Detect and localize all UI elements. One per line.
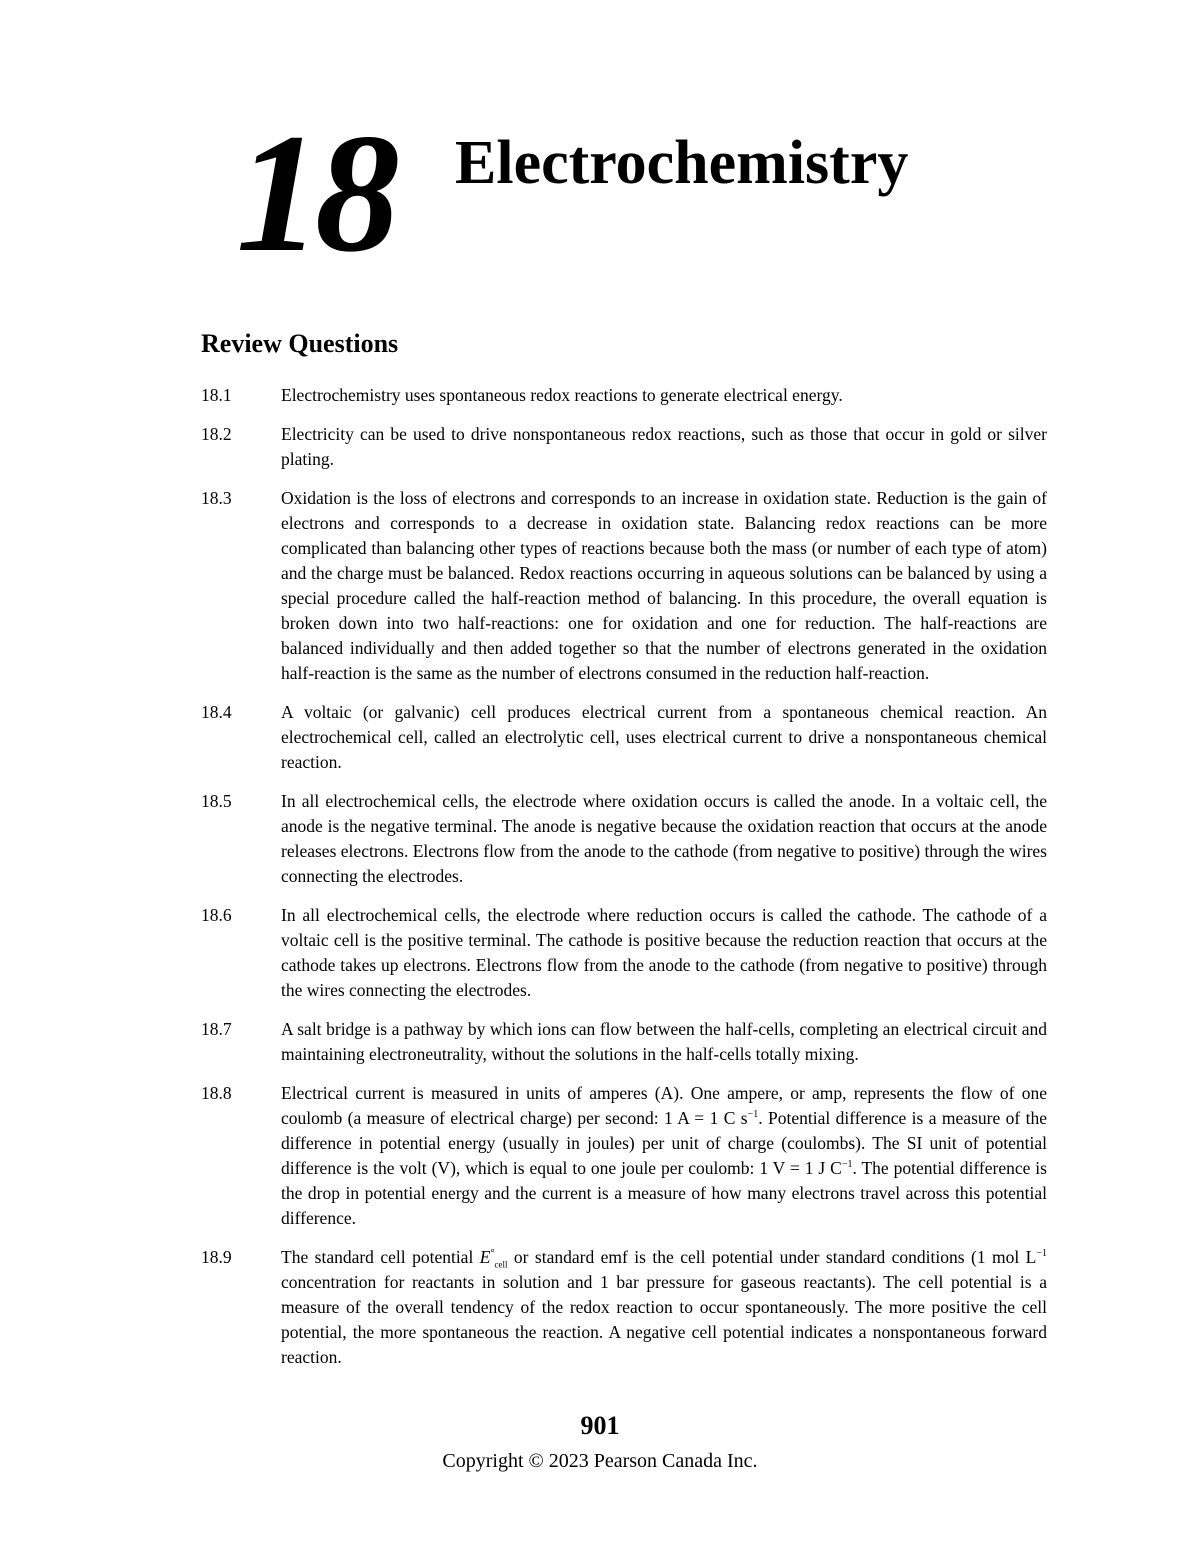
question-number: 18.9 — [201, 1247, 232, 1267]
superscript-exponent: −1 — [841, 1159, 853, 1171]
question-number: 18.5 — [201, 791, 232, 811]
question-number: 18.4 — [201, 702, 232, 722]
question-text-part: . Potential difference is a measure of the difference in potential energy (usually in joules) per unit of charge (coulombs). The SI unit of potential difference is the volt (V), which is equal to one joule per coulomb: 1 V = 1 J C — [281, 1108, 1047, 1178]
section-heading: Review Questions — [201, 329, 399, 358]
question-number: 18.8 — [201, 1083, 232, 1103]
question-item — [201, 1245, 1047, 1370]
question-text-part: . The potential difference is the drop in potential energy and the current is a measure of how many electrons travel across this potential difference. — [281, 1158, 1047, 1228]
question-text-part: or standard emf is the cell potential under standard conditions (1 mol L — [507, 1247, 1037, 1267]
chapter-number: 18 — [236, 99, 394, 287]
question-number: 18.1 — [201, 385, 232, 405]
question-number: 18.3 — [201, 488, 232, 508]
question-item — [201, 1017, 1047, 1067]
question-item — [201, 700, 1047, 775]
question-text: Oxidation is the loss of electrons and corresponds to an increase in oxidation state. Reduction is the gain of electrons and corresponds to a decrease in oxidation state. Balancing redox reactions can be more complicated than balancing other types of reactions because both the mass (or number of each type of atom) and the charge must be balanced. Redox reactions occurring in aqueous solutions can be balanced by using a special procedure called the half-reaction method of balancing. In this procedure, the overall equation is broken down into two half-reactions: one for oxidation and one for reduction. The half-reactions are balanced individually and then added together so that the number of electrons generated in the oxidation half-reaction is the same as the number of electrons consumed in the reduction half-reaction. — [281, 488, 1047, 683]
question-text: In all electrochemical cells, the electrode where oxidation occurs is called the anode. In a voltaic cell, the anode is the negative terminal. The anode is negative because the oxidation reaction that occurs at the anode releases electrons. Electrons flow from the anode to the cathode (from negative to positive) through the wires connecting the electrodes. — [281, 791, 1047, 886]
question-text: A voltaic (or galvanic) cell produces electrical current from a spontaneous chemical reaction. An electrochemical cell, called an electrolytic cell, uses electrical current to drive a nonspontaneous chemical reaction. — [281, 702, 1047, 772]
question-text — [281, 1081, 1047, 1231]
question-number: 18.2 — [201, 424, 232, 444]
standard-cell-potential-symbol: $E^\circ_{cell}$ — [479, 1247, 508, 1270]
question-text-part: Electrical current is measured in units of amperes (A). One ampere, or amp, represents the flow of one coulomb (a measure of electrical charge) per second: 1 A = 1 C s — [281, 1083, 1047, 1128]
question-text: A salt bridge is a pathway by which ions can flow between the half-cells, completing an electrical circuit and maintaining electroneutrality, without the solutions in the half-cells totally mixing. — [281, 1019, 1047, 1064]
question-text: In all electrochemical cells, the electrode where reduction occurs is called the cathode. The cathode of a voltaic cell is the positive terminal. The cathode is positive because the reduction reaction that occurs at the cathode takes up electrons. Electrons flow from the anode to the cathode (from negative to positive) through the wires connecting the electrodes. — [281, 905, 1047, 1000]
question-item — [201, 383, 1047, 408]
question-item — [201, 486, 1047, 686]
question-text: Electrochemistry uses spontaneous redox reactions to generate electrical energy. — [281, 385, 843, 405]
question-text-part: The standard cell potential — [281, 1247, 480, 1267]
superscript-exponent: −1 — [747, 1109, 759, 1121]
page-number: 901 — [580, 1411, 620, 1440]
question-number: 18.6 — [201, 905, 232, 925]
question-number: 18.7 — [201, 1019, 232, 1039]
question-item — [201, 422, 1047, 472]
question-text — [281, 1245, 1047, 1370]
superscript-exponent: −1 — [1036, 1248, 1048, 1260]
question-item — [201, 789, 1047, 889]
copyright-notice: Copyright © 2023 Pearson Canada Inc. — [442, 1450, 758, 1472]
question-text-part: concentration for reactants in solution and 1 bar pressure for gaseous reactants). The cell potential is a measure of the overall tendency of the redox reaction to occur spontaneously. The more positive the cell potential, the more spontaneous the reaction. A negative cell potential indicates a nonspontaneous forward reaction. — [281, 1272, 1047, 1367]
chapter-title: Electrochemistry — [455, 129, 909, 197]
question-item — [201, 903, 1047, 1003]
question-text: Electricity can be used to drive nonspontaneous redox reactions, such as those that occur in gold or silver plating. — [281, 424, 1047, 469]
question-item — [201, 1081, 1047, 1231]
review-questions-list — [201, 383, 1047, 1384]
